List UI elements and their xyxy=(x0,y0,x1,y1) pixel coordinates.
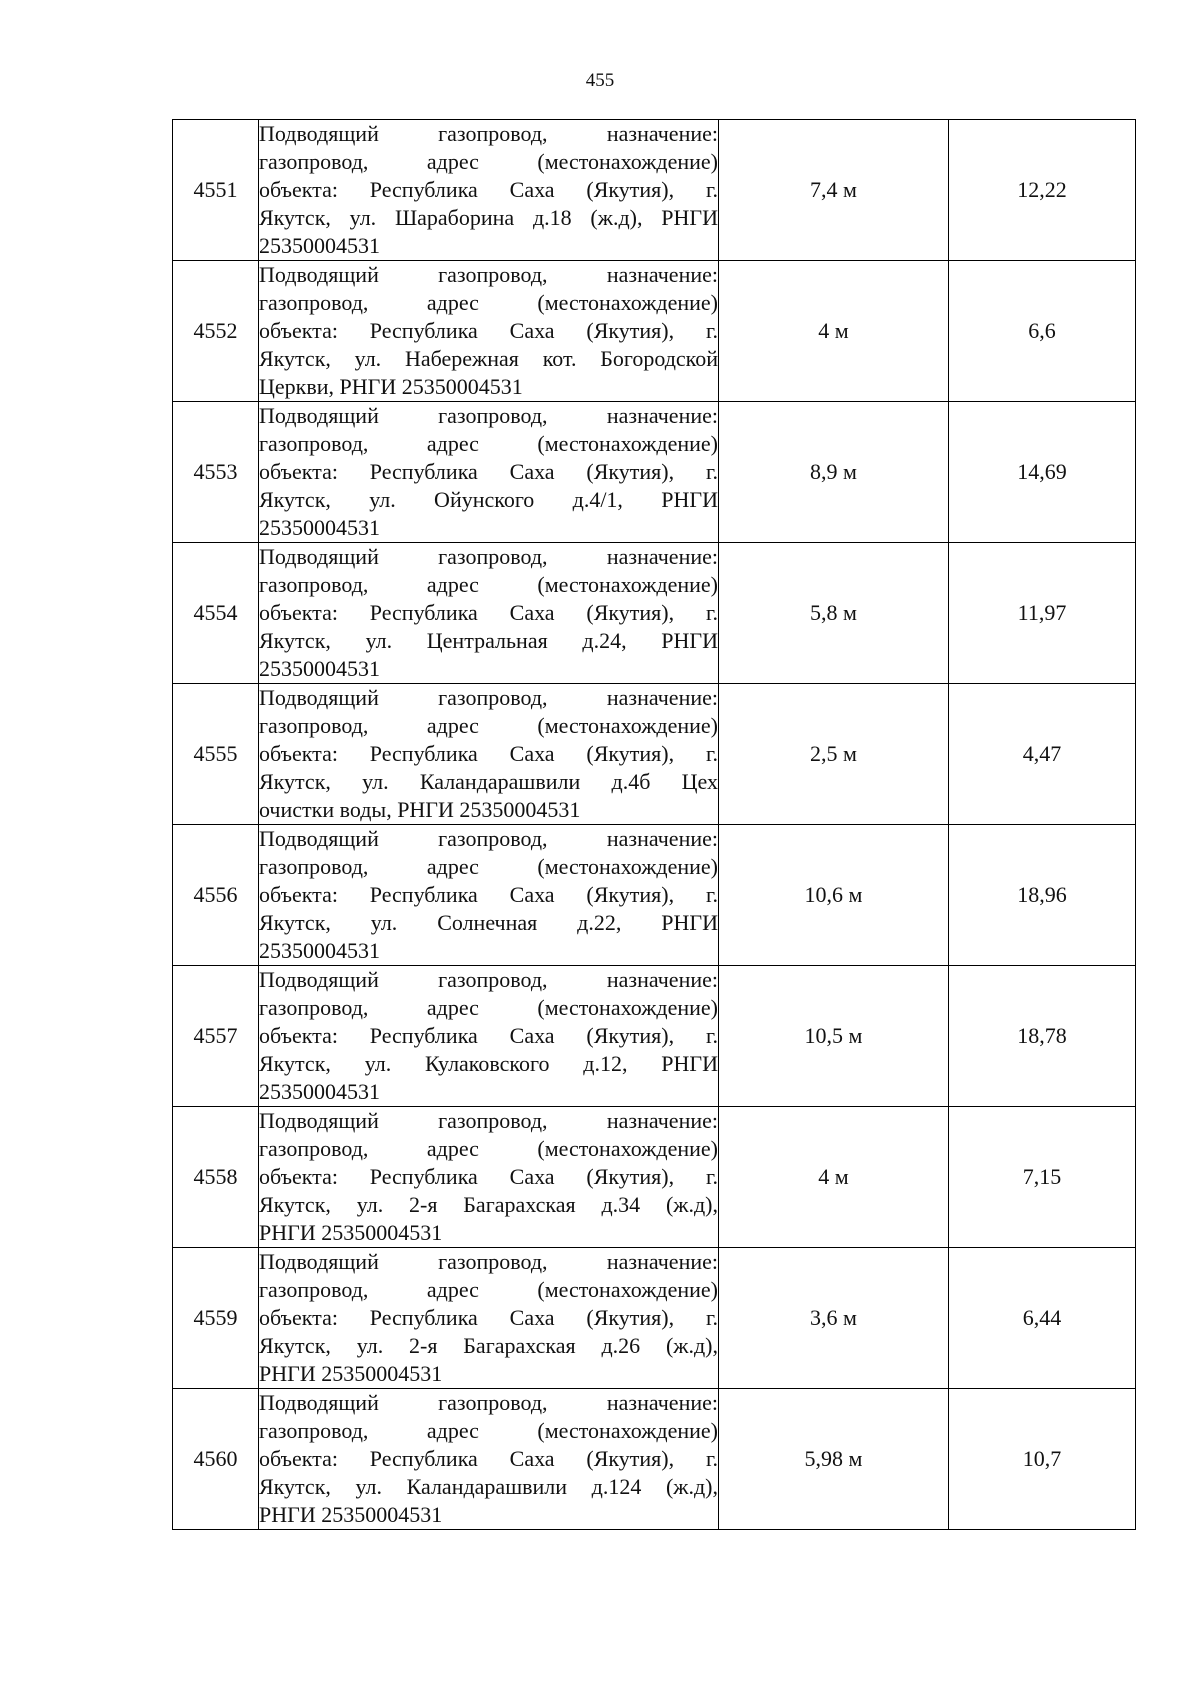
table-row xyxy=(173,261,1136,402)
description-line: Якутск, ул. Ойунского д.4/1, РНГИ xyxy=(259,487,718,512)
description-line: Подводящий газопровод, назначение: xyxy=(259,685,718,710)
description-line: РНГИ 25350004531 xyxy=(259,1220,443,1245)
object-length: 5,98 м xyxy=(719,1389,949,1530)
object-length: 7,4 м xyxy=(719,120,949,261)
description-line: 25350004531 xyxy=(259,1079,380,1104)
table-row xyxy=(173,543,1136,684)
description-line: Церкви, РНГИ 25350004531 xyxy=(259,374,523,399)
object-value: 18,96 xyxy=(949,825,1136,966)
object-length: 10,5 м xyxy=(719,966,949,1107)
row-number: 4552 xyxy=(173,261,259,402)
description-line: Якутск, ул. Центральная д.24, РНГИ xyxy=(259,628,718,653)
description-line: газопровод, адрес (местонахождение) xyxy=(259,1418,718,1443)
description-line: Якутск, ул. Набережная кот. Богородской xyxy=(259,346,718,371)
row-number: 4553 xyxy=(173,402,259,543)
object-value: 7,15 xyxy=(949,1107,1136,1248)
description-line: объекта: Республика Саха (Якутия), г. xyxy=(259,741,718,766)
description-line: объекта: Республика Саха (Якутия), г. xyxy=(259,1305,718,1330)
description-line: Якутск, ул. Каландарашвили д.4б Цех xyxy=(259,769,718,794)
description-line: газопровод, адрес (местонахождение) xyxy=(259,1136,718,1161)
description-line: 25350004531 xyxy=(259,515,380,540)
description-line: объекта: Республика Саха (Якутия), г. xyxy=(259,177,718,202)
row-number: 4555 xyxy=(173,684,259,825)
table-body xyxy=(173,120,1136,1530)
description-line: 25350004531 xyxy=(259,233,380,258)
description-line: газопровод, адрес (местонахождение) xyxy=(259,572,718,597)
object-description xyxy=(259,402,719,543)
page-number: 455 xyxy=(585,70,615,91)
description-line: объекта: Республика Саха (Якутия), г. xyxy=(259,882,718,907)
object-description xyxy=(259,261,719,402)
table-row xyxy=(173,684,1136,825)
description-line: Подводящий газопровод, назначение: xyxy=(259,1108,718,1133)
description-line: Якутск, ул. 2-я Багарахская д.26 (ж.д), xyxy=(259,1333,718,1358)
object-description xyxy=(259,1107,719,1248)
description-line: РНГИ 25350004531 xyxy=(259,1502,443,1527)
description-line: газопровод, адрес (местонахождение) xyxy=(259,995,718,1020)
description-line: Подводящий газопровод, назначение: xyxy=(259,403,718,428)
description-line: газопровод, адрес (местонахождение) xyxy=(259,149,718,174)
description-line: объекта: Республика Саха (Якутия), г. xyxy=(259,1164,718,1189)
description-line: объекта: Республика Саха (Якутия), г. xyxy=(259,318,718,343)
table-row xyxy=(173,825,1136,966)
table-row xyxy=(173,1248,1136,1389)
description-line: объекта: Республика Саха (Якутия), г. xyxy=(259,1446,718,1471)
object-value: 6,6 xyxy=(949,261,1136,402)
description-line: Якутск, ул. Кулаковского д.12, РНГИ xyxy=(259,1051,718,1076)
description-line: Подводящий газопровод, назначение: xyxy=(259,967,718,992)
object-length: 4 м xyxy=(719,261,949,402)
row-number: 4551 xyxy=(173,120,259,261)
table-row xyxy=(173,1107,1136,1248)
object-value: 11,97 xyxy=(949,543,1136,684)
table-row xyxy=(173,402,1136,543)
object-value: 18,78 xyxy=(949,966,1136,1107)
object-description xyxy=(259,120,719,261)
description-line: Якутск, ул. 2-я Багарахская д.34 (ж.д), xyxy=(259,1192,718,1217)
description-line: очистки воды, РНГИ 25350004531 xyxy=(259,797,581,822)
row-number: 4558 xyxy=(173,1107,259,1248)
row-number: 4559 xyxy=(173,1248,259,1389)
object-length: 4 м xyxy=(719,1107,949,1248)
description-line: Подводящий газопровод, назначение: xyxy=(259,1249,718,1274)
table-row xyxy=(173,1389,1136,1530)
row-number: 4557 xyxy=(173,966,259,1107)
description-line: РНГИ 25350004531 xyxy=(259,1361,443,1386)
description-line: объекта: Республика Саха (Якутия), г. xyxy=(259,459,718,484)
description-line: газопровод, адрес (местонахождение) xyxy=(259,713,718,738)
object-description xyxy=(259,1389,719,1530)
description-line: газопровод, адрес (местонахождение) xyxy=(259,431,718,456)
object-description xyxy=(259,543,719,684)
object-length: 3,6 м xyxy=(719,1248,949,1389)
description-line: объекта: Республика Саха (Якутия), г. xyxy=(259,1023,718,1048)
object-length: 5,8 м xyxy=(719,543,949,684)
description-line: Якутск, ул. Каландарашвили д.124 (ж.д), xyxy=(259,1474,718,1499)
object-description xyxy=(259,1248,719,1389)
description-line: газопровод, адрес (местонахождение) xyxy=(259,1277,718,1302)
description-line: объекта: Республика Саха (Якутия), г. xyxy=(259,600,718,625)
description-line: Подводящий газопровод, назначение: xyxy=(259,826,718,851)
description-line: Якутск, ул. Солнечная д.22, РНГИ xyxy=(259,910,718,935)
description-line: Подводящий газопровод, назначение: xyxy=(259,544,718,569)
object-length: 2,5 м xyxy=(719,684,949,825)
table-row xyxy=(173,120,1136,261)
object-description xyxy=(259,825,719,966)
property-table xyxy=(172,119,1136,1530)
description-line: 25350004531 xyxy=(259,656,380,681)
object-value: 4,47 xyxy=(949,684,1136,825)
object-length: 8,9 м xyxy=(719,402,949,543)
description-line: Подводящий газопровод, назначение: xyxy=(259,121,718,146)
row-number: 4554 xyxy=(173,543,259,684)
table-row xyxy=(173,966,1136,1107)
description-line: Якутск, ул. Шараборина д.18 (ж.д), РНГИ xyxy=(259,205,718,230)
description-line: газопровод, адрес (местонахождение) xyxy=(259,854,718,879)
object-description xyxy=(259,684,719,825)
description-line: Подводящий газопровод, назначение: xyxy=(259,262,718,287)
row-number: 4560 xyxy=(173,1389,259,1530)
object-value: 6,44 xyxy=(949,1248,1136,1389)
object-description xyxy=(259,966,719,1107)
object-value: 14,69 xyxy=(949,402,1136,543)
object-length: 10,6 м xyxy=(719,825,949,966)
description-line: 25350004531 xyxy=(259,938,380,963)
row-number: 4556 xyxy=(173,825,259,966)
object-value: 12,22 xyxy=(949,120,1136,261)
description-line: Подводящий газопровод, назначение: xyxy=(259,1390,718,1415)
description-line: газопровод, адрес (местонахождение) xyxy=(259,290,718,315)
object-value: 10,7 xyxy=(949,1389,1136,1530)
